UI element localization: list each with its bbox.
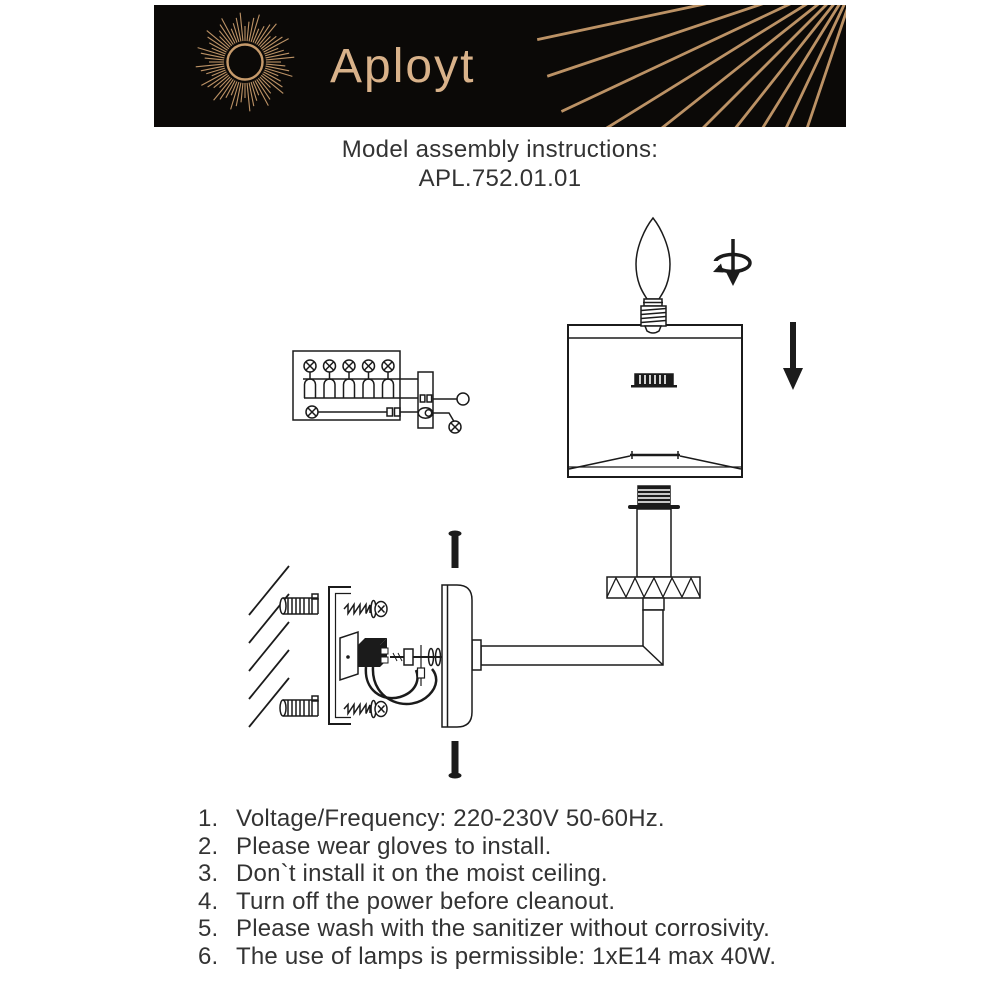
- terminal-block: [418, 372, 433, 428]
- item-number: 1.: [198, 805, 219, 832]
- socket-assembly: [607, 486, 700, 610]
- item-text: Please wash with the sanitizer without corrosivity.: [236, 915, 770, 943]
- item-text: Please wear gloves to install.: [236, 832, 552, 860]
- instruction-item: [198, 888, 898, 916]
- instruction-item: [198, 833, 898, 861]
- assembly-diagram: [0, 200, 1000, 800]
- instruction-item: [198, 860, 898, 888]
- item-text: Voltage/Frequency: 220-230V 50-60Hz.: [236, 805, 665, 832]
- lamp-arm: [472, 610, 663, 670]
- socket-thread-view: [631, 374, 677, 388]
- connector-circle: [457, 393, 469, 405]
- down-arrow-icon: [783, 322, 803, 390]
- item-text: The use of lamps is permissible: 1xE14 max 40W.: [236, 942, 777, 970]
- ray: [266, 64, 285, 66]
- ray: [266, 66, 290, 71]
- brand-wordmark: Aployt: [330, 40, 476, 93]
- ray: [236, 83, 241, 107]
- ray: [249, 18, 254, 42]
- knurled-ring: [607, 577, 700, 598]
- item-number: 4.: [198, 887, 219, 915]
- instruction-list: [198, 805, 898, 971]
- ray: [196, 64, 224, 67]
- ray: [241, 83, 243, 102]
- item-text: Don`t install it on the moist ceiling.: [236, 860, 608, 888]
- item-text: Turn off the power before cleanout.: [236, 887, 616, 915]
- ray: [240, 13, 243, 41]
- item-number: 2.: [198, 832, 219, 860]
- mounting-screw-bottom: [344, 701, 387, 718]
- canopy-screw-top: [449, 531, 462, 569]
- canopy-plate: [442, 585, 472, 727]
- wall-anchor-bottom: [280, 696, 318, 716]
- wiring-schematic: [293, 351, 469, 433]
- junction-wires: [340, 632, 442, 704]
- banner-art: [154, 5, 846, 127]
- lampshade: [568, 325, 742, 477]
- ray: [205, 58, 224, 60]
- item-number: 6.: [198, 942, 219, 970]
- rays-fan-icon: [537, 5, 846, 127]
- ray: [266, 57, 294, 60]
- instruction-item: [198, 943, 898, 971]
- ray: [249, 83, 254, 107]
- brand-banner: [154, 5, 846, 127]
- item-number: 3.: [198, 860, 219, 888]
- e14-bulb-icon: [636, 218, 670, 333]
- ray: [247, 22, 249, 41]
- canopy-screw-bottom: [449, 741, 462, 779]
- ray: [201, 53, 225, 58]
- sunburst-ring: [228, 45, 263, 80]
- instruction-item: [198, 805, 898, 833]
- mounting-screw-top: [344, 601, 387, 618]
- ray: [247, 83, 250, 111]
- rotation-arrow-icon: [710, 239, 750, 286]
- model-number: APL.752.01.01: [418, 165, 582, 192]
- ray: [236, 18, 241, 42]
- instruction-item: [198, 915, 898, 943]
- title-block: [0, 135, 1000, 193]
- sunburst-icon: [196, 13, 295, 112]
- ray: [266, 53, 290, 58]
- ray: [201, 66, 225, 71]
- page-title: Model assembly instructions:: [341, 136, 659, 163]
- ray: [537, 5, 846, 40]
- item-number: 5.: [198, 915, 219, 943]
